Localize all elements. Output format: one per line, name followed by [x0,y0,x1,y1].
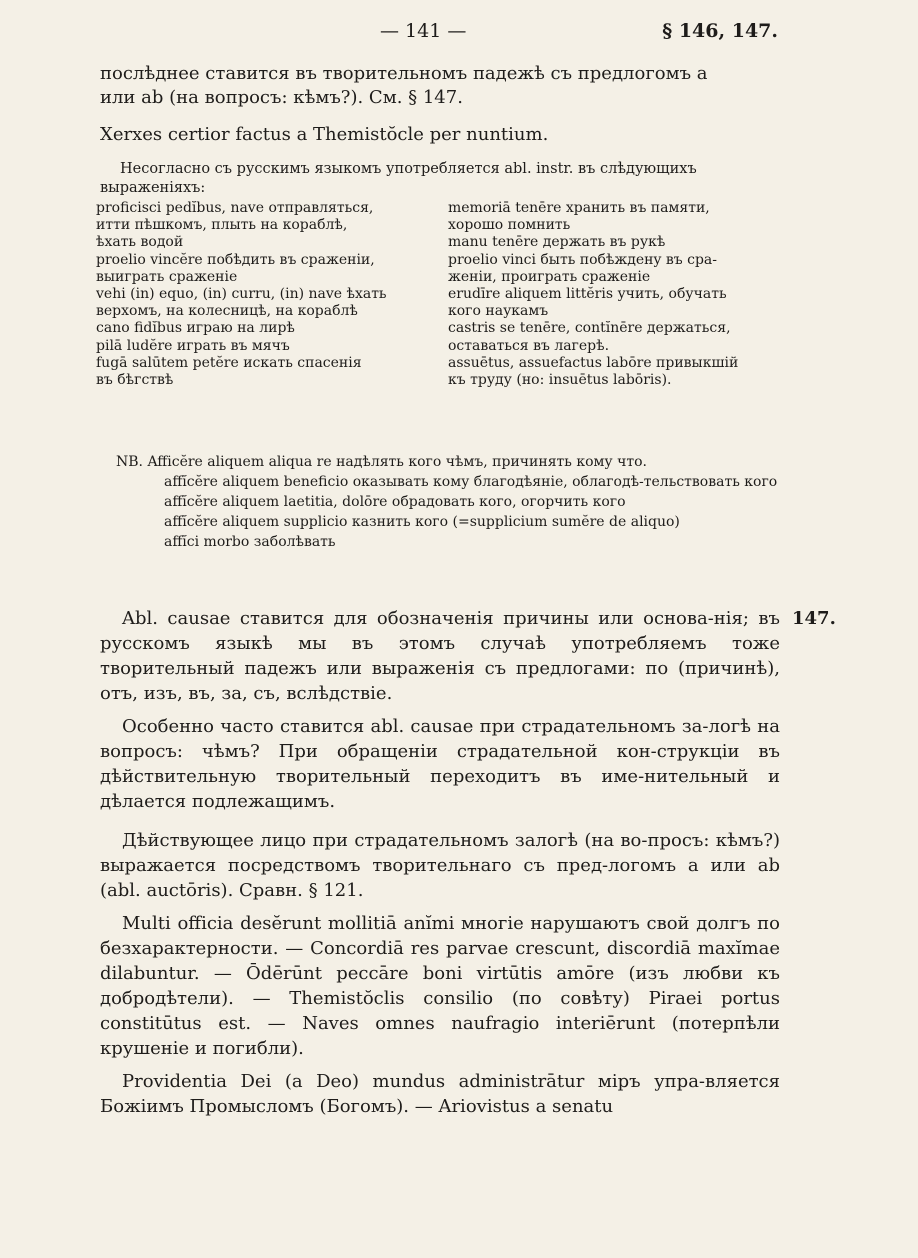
expression-columns [96,200,786,440]
example-sentence: Xerxes certior factus a Themistŏcle per nuntium. [100,124,549,145]
paragraph-passive: Особенно часто ставится abl. causae при страдательномъ за-логѣ на вопросъ: чѣмъ? При обращеніи страдательной кон-струкціи въ дѣйствительную творительный переходитъ въ име-нительный и дѣлается подлежащимъ. [100,716,780,812]
intro-line-2: или ab (на вопросъ: кѣмъ?). См. § 147. [100,87,463,108]
nb-sub-line: affĭcĕre aliquem supplicio казнить кого (=supplicium sumĕre de aliquo) [164,514,680,530]
paragraph-examples: Multi officia desĕrunt mollitiā anĭmi многіе нарушаютъ свой долгъ по безхарактерности. — Concordiā res parvae crescunt, discordiā maxĭmae dilabuntur. — Ōdērūnt peccāre boni virtūtis amōre (изъ любви къ добродѣтели). — Themistŏclis consilio (по совѣту) Piraei portus constitūtus est. — Naves omnes naufragio interiērunt (потерпѣли крушеніе и погибли). [100,913,780,1059]
left-column [96,200,436,389]
list-item: proelio vincĕre побѣдить въ сраженіи, выиграть сраженіе [96,251,375,285]
nonconcord-line-2: выраженіяхъ: [100,180,206,196]
nonconcord-paragraph [100,160,780,198]
page-number: — 141 — [380,20,467,42]
list-item: memoriā tenēre хранить въ памяти, хорошо помнить [448,200,710,234]
list-item: manu tenēre держать въ рукѣ [448,234,666,251]
list-item: proelio vinci быть побѣжденy въ сра- женіи, проиграть сраженіе [448,251,717,285]
section-reference: § 146, 147. [662,20,778,42]
list-item: fugā salūtem petĕre искать спасенія въ бѣгствѣ [96,354,362,389]
list-item: pilā ludĕre играть въ мячъ [96,337,290,354]
section-147-body [100,606,780,1119]
list-item: assuētus, assuefactus labōre привыкшій къ труду (но: insuētus labōris). [448,354,739,389]
intro-line-1: послѣднее ставится въ творительномъ падежѣ съ предлогомъ a [100,63,708,84]
nota-bene-block [100,452,790,552]
list-item: proficisci pedĭbus, nave отправляться, итти пѣшкомъ, плыть на кораблѣ, ѣхать водой [96,200,374,251]
list-item: vehi (in) equo, (in) curru, (in) nave ѣхать верхомъ, на колесницѣ, на кораблѣ [96,286,387,320]
section-margin-number: 147. [792,608,836,629]
paragraph-providentia: Providentia Dei (a Deo) mundus administrātur міръ упра-вляется Божіимъ Промысломъ (Богомъ). — Ariovistus a senatu [100,1071,780,1117]
nb-sub-line: affĭcĕre aliquem beneficio оказывать кому благодѣяніе, облагодѣ-тельствовать кого [164,474,778,490]
nonconcord-line-1: Несогласно съ русскимъ языкомъ употребляется abl. instr. въ слѣдующихъ [120,161,697,177]
page-header [0,20,918,50]
nb-sub-line: affĭcĕre aliquem laetitia, dolōre обрадовать кого, огорчить кого [164,494,626,510]
right-column [448,200,788,389]
intro-paragraph [100,62,780,110]
paragraph-agent: Дѣйствующее лицо при страдательномъ залогѣ (на во-просъ: кѣмъ?) выражается посредствомъ творительнаго съ пред-логомъ a или ab (abl. auctōris). Сравн. § 121. [100,830,780,901]
example-sentence-block [100,124,780,145]
paragraph-causae: Abl. causae ставится для обозначенія причины или основа-нія; въ русскомъ языкѣ мы въ этомъ случаѣ употребляемъ тоже творительный падежъ или выраженія съ предлогами: по (причинѣ), отъ, изъ, въ, за, съ, вслѣдствіе. [100,608,780,704]
list-item: cano fidĭbus играю на лирѣ [96,320,295,337]
list-item: castris se tenēre, contĭnēre держаться, оставаться въ лагерѣ. [448,320,731,354]
nb-sub-line: affĭci morbo заболѣвать [164,534,336,550]
list-item: erudīre aliquem littĕris учить, обучать кого наукамъ [448,286,727,320]
nb-line-1: NB. Afficĕre aliquem aliqua re надѣлять кого чѣмъ, причинять кому что. [116,454,647,470]
